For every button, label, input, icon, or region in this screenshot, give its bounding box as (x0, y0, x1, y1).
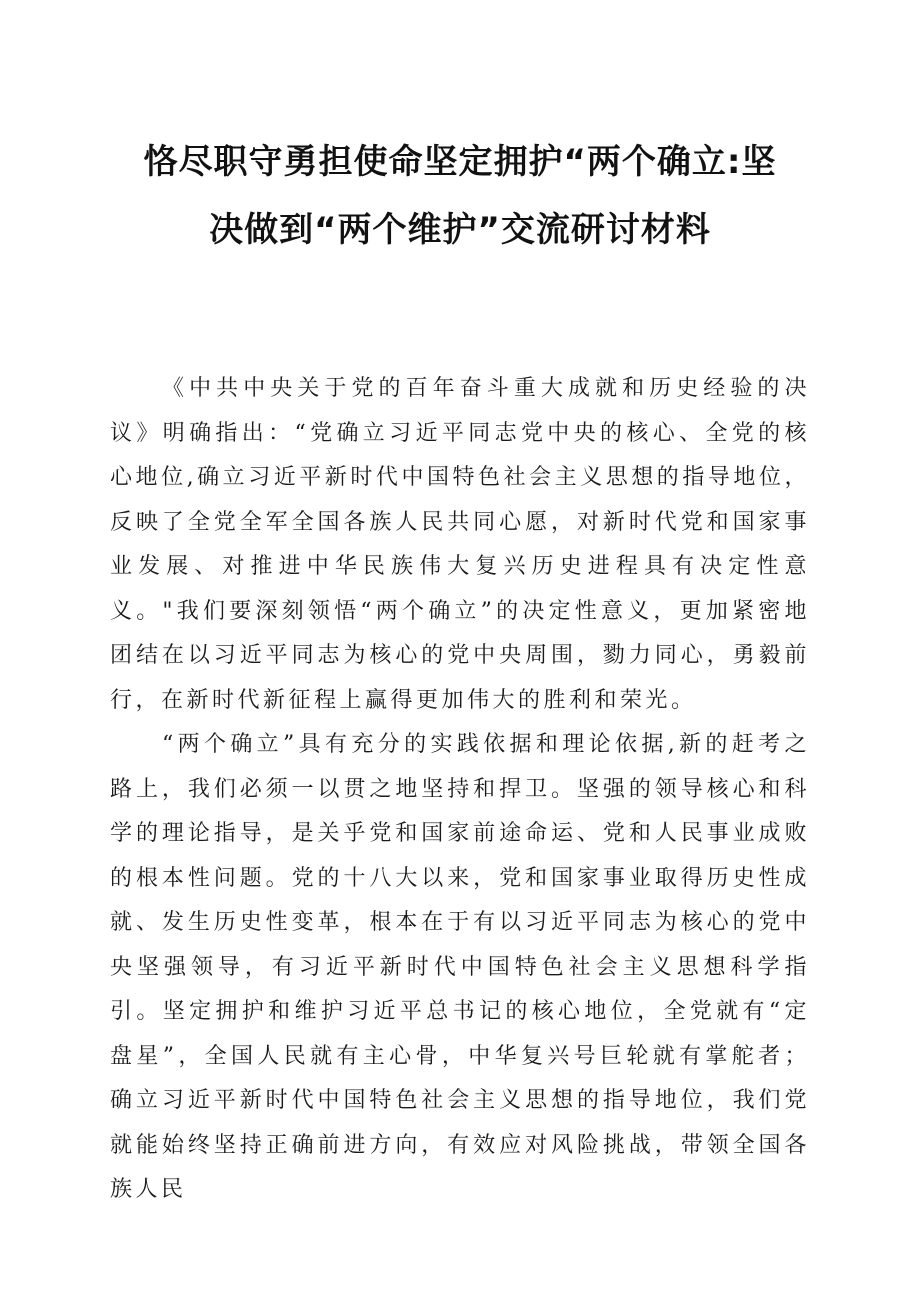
title-line-2: 决做到“两个维护”交流研讨材料 (209, 210, 711, 250)
document-body (110, 367, 810, 1213)
title-line-1: 恪尽职守勇担使命坚定拥护“两个确立:坚 (143, 142, 777, 182)
paragraph-2: “两个确立”具有充分的实践依据和理论依据,新的赶考之路上，我们必须一以贯之地坚持和捍卫。坚强的领导核心和科学的理论指导，是关乎党和国家前途命运、党和人民事业成败的根本性问题。党的十八大以来，党和国家事业取得历史性成就、发生历史性变革，根本在于有以习近平同志为核心的党中央坚强领导，有习近平新时代中国特色社会主义思想科学指引。坚定拥护和维护习近平总书记的核心地位，全党就有“定盘星”，全国人民就有主心骨，中华复兴号巨轮就有掌舵者；确立习近平新时代中国特色社会主义思想的指导地位，我们党就能始终坚持正确前进方向，有效应对风险挑战，带领全国各族人民 (110, 732, 810, 1202)
paragraph-1: 《中共中央关于党的百年奋斗重大成就和历史经验的决议》明确指出：“党确立习近平同志党中央的核心、全党的核心地位,确立习近平新时代中国特色社会主义思想的指导地位，反映了全党全军全国各族人民共同心愿，对新时代党和国家事业发展、对推进中华民族伟大复兴历史进程具有决定性意义。"我们要深刻领悟“两个确立”的决定性意义，更加紧密地团结在以习近平同志为核心的党中央周围，勠力同心，勇毅前行，在新时代新征程上赢得更加伟大的胜利和荣光。 (110, 376, 810, 713)
document-title (110, 128, 810, 264)
